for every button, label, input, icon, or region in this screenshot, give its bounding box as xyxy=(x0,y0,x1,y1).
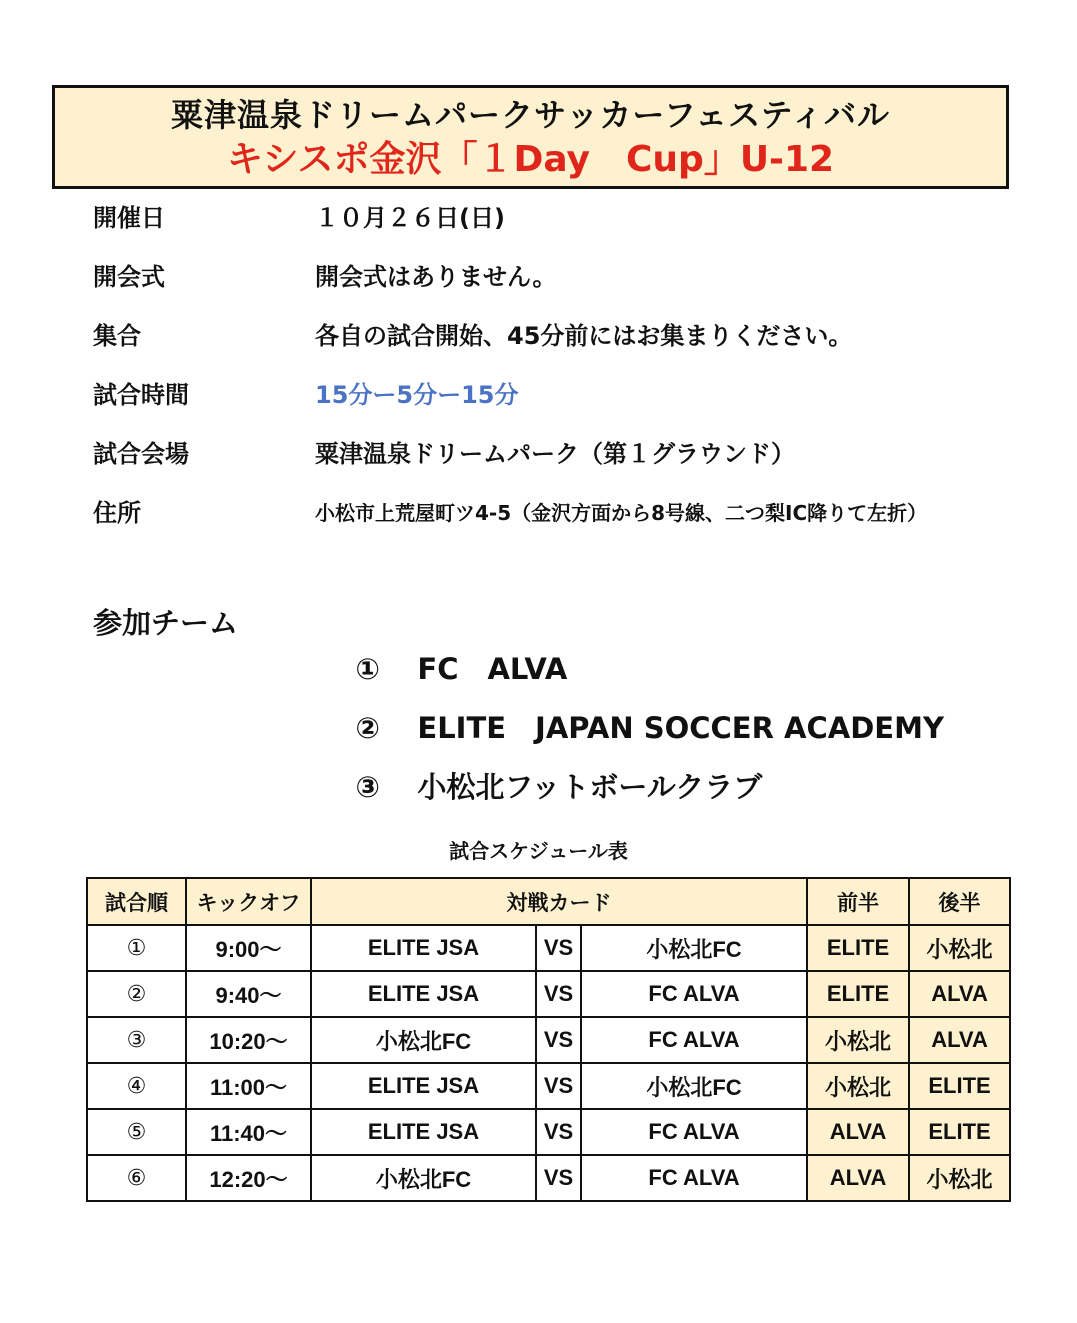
info-label: 住所 xyxy=(93,499,141,527)
first-half-team: ALVA xyxy=(807,1155,909,1201)
first-half-team: 小松北 xyxy=(807,1063,909,1109)
info-value: 開会式はありません。 xyxy=(315,263,557,291)
header-second-half: 後半 xyxy=(909,878,1010,925)
info-row-date xyxy=(93,196,1053,255)
kickoff-time: 11:40～ xyxy=(186,1109,311,1155)
info-label: 試合会場 xyxy=(93,440,189,468)
home-team: ELITE JSA xyxy=(311,925,536,971)
match-order: ① xyxy=(87,925,186,971)
first-half-team: ALVA xyxy=(807,1109,909,1155)
table-row xyxy=(87,971,1010,1017)
table-row xyxy=(87,1063,1010,1109)
table-row xyxy=(87,1017,1010,1063)
away-team: FC ALVA xyxy=(581,1155,807,1201)
info-row-venue xyxy=(93,432,1053,491)
home-team: ELITE JSA xyxy=(311,1109,536,1155)
info-value: １０月２６日(日) xyxy=(315,204,505,232)
info-row-ceremony xyxy=(93,255,1053,314)
info-label: 試合時間 xyxy=(93,381,189,409)
vs-label: VS xyxy=(536,925,581,971)
kickoff-time: 9:40～ xyxy=(186,971,311,1017)
table-row xyxy=(87,1109,1010,1155)
table-row xyxy=(87,1155,1010,1201)
match-order: ⑤ xyxy=(87,1109,186,1155)
team-name: ELITE JAPAN SOCCER ACADEMY xyxy=(417,711,944,745)
second-half-team: ELITE xyxy=(909,1109,1010,1155)
team-name: 小松北フットボールクラブ xyxy=(417,770,763,804)
away-team: 小松北FC xyxy=(581,925,807,971)
second-half-team: ALVA xyxy=(909,1017,1010,1063)
vs-label: VS xyxy=(536,1063,581,1109)
team-number: ③ xyxy=(355,770,380,804)
schedule-table xyxy=(86,877,1011,1202)
team-number: ② xyxy=(355,711,380,745)
kickoff-time: 11:00～ xyxy=(186,1063,311,1109)
header-order: 試合順 xyxy=(87,878,186,925)
second-half-team: ELITE xyxy=(909,1063,1010,1109)
away-team: FC ALVA xyxy=(581,1017,807,1063)
info-row-address xyxy=(93,491,1053,550)
team-number: ① xyxy=(355,652,380,686)
match-order: ⑥ xyxy=(87,1155,186,1201)
vs-label: VS xyxy=(536,1155,581,1201)
header-kickoff: キックオフ xyxy=(186,878,311,925)
info-value: 15分ー5分ー15分 xyxy=(315,381,519,409)
away-team: 小松北FC xyxy=(581,1063,807,1109)
header-first-half: 前半 xyxy=(807,878,909,925)
info-row-assembly xyxy=(93,314,1053,373)
first-half-team: ELITE xyxy=(807,971,909,1017)
vs-label: VS xyxy=(536,971,581,1017)
match-order: ③ xyxy=(87,1017,186,1063)
vs-label: VS xyxy=(536,1017,581,1063)
cup-title: キシスポ金沢「１Day Cup」U-12 xyxy=(226,139,835,180)
team-name: FC ALVA xyxy=(417,652,568,686)
home-team: ELITE JSA xyxy=(311,971,536,1017)
second-half-team: ALVA xyxy=(909,971,1010,1017)
kickoff-time: 10:20～ xyxy=(186,1017,311,1063)
vs-label: VS xyxy=(536,1109,581,1155)
home-team: 小松北FC xyxy=(311,1155,536,1201)
header-match: 対戦カード xyxy=(311,878,807,925)
kickoff-time: 12:20～ xyxy=(186,1155,311,1201)
info-value: 粟津温泉ドリームパーク（第１グラウンド） xyxy=(315,440,795,468)
teams-label: 参加チーム xyxy=(93,606,239,640)
info-row-match-time xyxy=(93,373,1053,432)
info-label: 開催日 xyxy=(93,204,165,232)
event-info xyxy=(93,196,1053,550)
match-order: ② xyxy=(87,971,186,1017)
event-title: 粟津温泉ドリームパークサッカーフェスティバル xyxy=(171,96,890,134)
first-half-team: 小松北 xyxy=(807,1017,909,1063)
kickoff-time: 9:00～ xyxy=(186,925,311,971)
schedule-title: 試合スケジュール表 xyxy=(449,839,628,863)
match-order: ④ xyxy=(87,1063,186,1109)
away-team: FC ALVA xyxy=(581,1109,807,1155)
home-team: 小松北FC xyxy=(311,1017,536,1063)
info-value: 各自の試合開始、45分前にはお集まりください。 xyxy=(315,322,853,350)
table-row xyxy=(87,925,1010,971)
away-team: FC ALVA xyxy=(581,971,807,1017)
second-half-team: 小松北 xyxy=(909,1155,1010,1201)
info-label: 集合 xyxy=(93,322,141,350)
info-label: 開会式 xyxy=(93,263,165,291)
second-half-team: 小松北 xyxy=(909,925,1010,971)
info-value: 小松市上荒屋町ツ4-5（金沢方面から8号線、二つ梨IC降りて左折） xyxy=(315,501,928,525)
schedule-header-row xyxy=(87,878,1010,925)
home-team: ELITE JSA xyxy=(311,1063,536,1109)
title-box xyxy=(52,85,1009,189)
first-half-team: ELITE xyxy=(807,925,909,971)
